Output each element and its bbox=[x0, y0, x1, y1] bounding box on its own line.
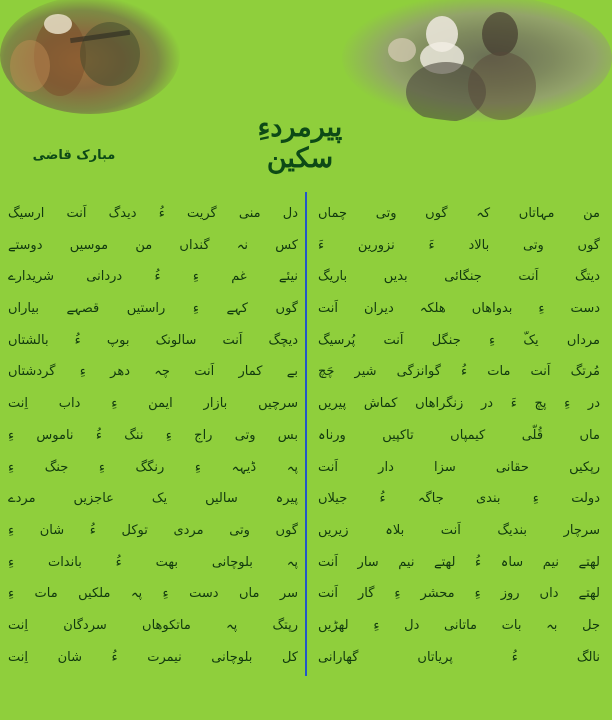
poem-line: گوں وتی مردی توکل ءُ شان ءِ bbox=[8, 522, 298, 538]
poem-line: نالگ ءُ پریاتاں گھارانی bbox=[318, 649, 600, 665]
poem-column-right bbox=[318, 198, 600, 673]
poem-line: گوں وتی بالاد ءَ نزورین ءَ bbox=[318, 237, 600, 253]
poem-line: بے کمار اَنت چہ دھر ءِ گردشتاں bbox=[8, 364, 298, 380]
poem-line: کس نہ گنداں من موسیں دوستے bbox=[8, 237, 298, 253]
poem-line: در ءِ پچ ءَ در زنگراھاں کماش پیریں bbox=[318, 396, 600, 412]
poem-line: سرچیں بازار ایمن ءِ داب اِنت bbox=[8, 396, 298, 412]
poem-line: گوں کہے ءِ راستیں قصہے بیاراں bbox=[8, 301, 298, 317]
poem-line: دیچگ اَنت سالونک بوپ ءُ بالشتاں bbox=[8, 332, 298, 348]
header-photo-right bbox=[342, 0, 612, 122]
poem-line: دولت ءِ بندی جاگہ ءُ جیلاں bbox=[318, 491, 600, 507]
poem-column-left bbox=[8, 198, 298, 673]
poem-title: پیرمردءِ سکین bbox=[257, 112, 343, 174]
poem-line: پیرہ سالیں یک عاجزیں مردے bbox=[8, 491, 298, 507]
poem-line: سر ماں دست ءِ پہ ملکیں مات ءِ bbox=[8, 586, 298, 602]
poem-line: من مہاتاں کہ گوں وتی چماں bbox=[318, 206, 600, 221]
poem-line: رپتگ پہ ماتکوھاں سردگان اِنت bbox=[8, 617, 298, 633]
poem-line: کل بلوچانی نیمرت ءُ شان اِنت bbox=[8, 649, 298, 665]
header-photo-left bbox=[0, 0, 180, 114]
poem-line: مرداں یکّ ءِ جنگل اَنت پُرسیگ bbox=[318, 332, 600, 348]
poem-line: سرچار بندیگ اَنت بلاہ زیریں bbox=[318, 522, 600, 538]
poem-line: لھتے نیم ساہ ءُ لھتے نیم سار اَنت bbox=[318, 554, 600, 570]
poem-line: جل بہ بات ماتانی دل ءِ لھڑیں bbox=[318, 617, 600, 633]
poem-line: رپکیں حقانی سزا دار اَنت bbox=[318, 459, 600, 475]
poem-line: دل منی گریت ءُ دیدگ اَنت ارسیگ bbox=[8, 206, 298, 221]
poem-line: پہ ڈیہہ ءِ رنگگ ءِ جنگ ءِ bbox=[8, 459, 298, 475]
poem-line: مُرتگ اَنت مات ءُ گوانزگی شیر چَچ bbox=[318, 364, 600, 380]
poem-line: ماں قُلّی کیمپاں تاکپیں ورناہ bbox=[318, 427, 600, 443]
poem-line: پہ بلوچانی بھت ءُ باندات ءِ bbox=[8, 554, 298, 570]
poem-line: لھتے داں روز ءِ محشر ءِ گار اَنت bbox=[318, 586, 600, 602]
poem-line: بس وتی راج ءِ ننگ ءُ ناموس ءِ bbox=[8, 427, 298, 443]
poet-name: مبارک قاضی bbox=[32, 148, 116, 163]
poem-line: دست ءِ بدواھاں ھلکہ دیران اَنت bbox=[318, 301, 600, 317]
column-divider bbox=[305, 192, 307, 676]
poem-line: دیتگ اَنت جنگائی بدیں باریگ bbox=[318, 269, 600, 285]
poem-line: نیئے غم ءِ ءُ دردانی شریدارے bbox=[8, 269, 298, 285]
